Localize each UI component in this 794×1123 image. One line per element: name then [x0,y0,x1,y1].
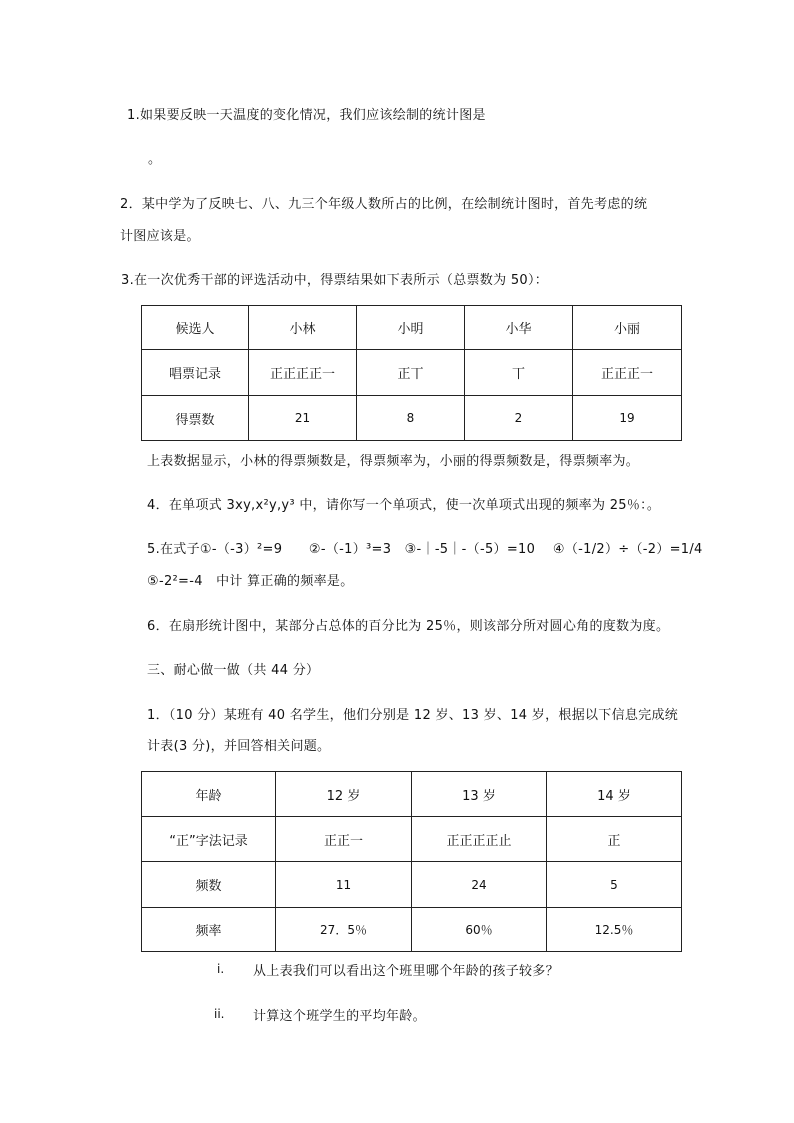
table-cell: 2 [465,396,573,441]
sub-question-i-number: i. [217,962,225,976]
table-cell: 正正正正止 [412,817,547,862]
vote-table-votes-row [142,396,682,441]
q2-line1: 2．某中学为了反映七、八、九三个年级人数所占的比例，在绘制统计图时，首先考虑的统 [120,197,648,212]
table-cell: 正正一 [276,817,412,862]
table-cell: 14 岁 [547,772,682,817]
table-cell: 24 [412,862,547,908]
p1-line2: 计表(3 分)，并回答相关问题。 [147,739,331,754]
table-cell: 小丽 [573,306,682,350]
table-cell: 丅 [465,350,573,396]
table-cell: 小华 [465,306,573,350]
table-cell: 正 [547,817,682,862]
q5-line2: ⑤-2²=-4 中计 算正确的频率是。 [147,574,354,589]
table-cell: 频率 [142,908,276,952]
q2-line2: 计图应该是。 [120,229,200,244]
table-cell: 正正正正一 [249,350,357,396]
table-cell: 候选人 [142,306,249,350]
table-cell: 19 [573,396,682,441]
q3-intro: 3.在一次优秀干部的评选活动中，得票结果如下表所示（总票数为 50）： [121,273,549,288]
age-table-rate-row [142,908,682,952]
table-cell: 12 岁 [276,772,412,817]
table-cell: 频数 [142,862,276,908]
q3-note: 上表数据显示，小林的得票频数是，得票频率为，小丽的得票频数是，得票频率为。 [147,454,640,469]
q6: 6．在扇形统计图中，某部分占总体的百分比为 25％，则该部分所对圆心角的度数为度。 [147,619,670,634]
table-cell: 60％ [412,908,547,952]
q1-line1: 1.如果要反映一天温度的变化情况，我们应该绘制的统计图是 [127,108,486,123]
sub-question-ii-number: ii. [214,1007,225,1021]
q5-line1: 5.在式子①-（-3）²=9 ②-（-1）³=3 ③-｜-5｜-（-5）=10 ④（-1/2）÷（-2）=1/4 [147,542,703,557]
table-cell: 8 [357,396,465,441]
table-cell: 年龄 [142,772,276,817]
table-cell: 唱票记录 [142,350,249,396]
vote-table [141,305,682,441]
table-cell: 小明 [357,306,465,350]
table-cell: 21 [249,396,357,441]
age-table-freq-row [142,862,682,908]
table-cell: 27．5％ [276,908,412,952]
age-table-header-row [142,772,682,817]
vote-table-header-row [142,306,682,350]
table-cell: 正丅 [357,350,465,396]
vote-table-tally-row [142,350,682,396]
sub-question-i: 从上表我们可以看出这个班里哪个年龄的孩子较多？ [253,964,559,979]
q1-line2: 。 [148,152,162,167]
p1-line1: 1．（10 分）某班有 40 名学生，他们分别是 12 岁、13 岁、14 岁，根据以下信息完成统 [147,708,679,723]
table-cell: 11 [276,862,412,908]
table-cell: 小林 [249,306,357,350]
section-3-heading: 三、耐心做一做（共 44 分） [147,663,320,678]
table-cell: 5 [547,862,682,908]
table-cell: 正正正一 [573,350,682,396]
table-cell: 12.5％ [547,908,682,952]
sub-question-ii: 计算这个班学生的平均年龄。 [253,1009,426,1024]
table-cell: 得票数 [142,396,249,441]
table-cell: 13 岁 [412,772,547,817]
q4: 4．在单项式 3xy,x²y,y³ 中，请你写一个单项式，使一次单项式出现的频率为 25％：。 [147,498,661,513]
table-cell: “正”字法记录 [142,817,276,862]
age-table [141,771,682,952]
age-table-tally-row [142,817,682,862]
